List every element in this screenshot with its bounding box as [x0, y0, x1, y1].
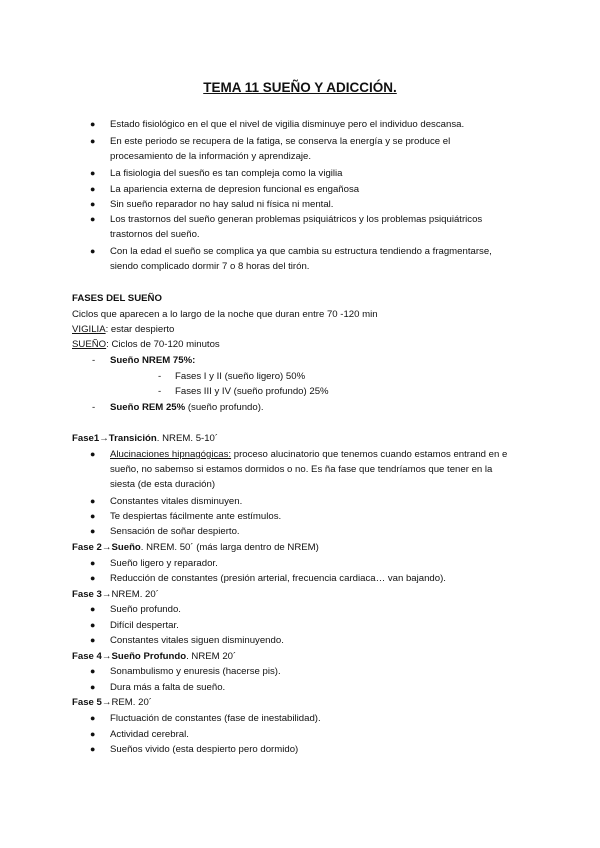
- bullet-icon: ●: [90, 558, 96, 568]
- page-title: TEMA 11 SUEÑO Y ADICCIÓN.: [203, 80, 397, 95]
- intro-text: Estado fisiológico en el que el nivel de vigilia disminuye pero el individuo descansa.: [110, 119, 465, 130]
- fase2-text: Reducción de constantes (presión arterial, frecuencia cardiaca… van bajando).: [110, 573, 446, 584]
- intro-text: procesamiento de la información y aprendizaje.: [110, 151, 312, 162]
- fase3-text: Constantes vitales siguen disminuyendo.: [110, 635, 284, 646]
- fase1-heading: Fase1→Transición. NREM. 5-10´: [72, 433, 219, 444]
- bullet-icon: ●: [90, 526, 96, 536]
- bullet-icon: ●: [90, 666, 96, 676]
- fase2-text: Sueño ligero y reparador.: [110, 558, 218, 569]
- dash-icon: -: [92, 355, 96, 366]
- intro-text: Con la edad el sueño se complica ya que cambia su estructura tendiendo a fragmentarse,: [110, 246, 492, 257]
- bullet-icon: ●: [90, 496, 96, 506]
- bullet-icon: ●: [90, 136, 96, 146]
- bullet-icon: ●: [90, 168, 96, 178]
- bullet-icon: ●: [90, 184, 96, 194]
- intro-text: Sin sueño reparador no hay salud ni física ni mental.: [110, 199, 334, 210]
- dash-icon: -: [92, 402, 96, 413]
- bullet-icon: ●: [90, 573, 96, 583]
- fase1-text: Alucinaciones hipnagógicas: proceso alucinatorio que tenemos cuando estamos entrand en e: [110, 449, 508, 460]
- fase3-text: Difícil despertar.: [110, 620, 179, 631]
- nrem-sub: Fases III y IV (sueño profundo) 25%: [175, 386, 329, 397]
- bullet-icon: ●: [90, 729, 96, 739]
- fase1-text: Te despiertas fácilmente ante estímulos.: [110, 511, 282, 522]
- intro-text: trastornos del sueño.: [110, 229, 200, 240]
- nrem-label: Sueño NREM 75%:: [110, 355, 196, 366]
- bullet-icon: ●: [90, 713, 96, 723]
- fase4-text: Dura más a falta de sueño.: [110, 682, 226, 693]
- bullet-icon: ●: [90, 744, 96, 754]
- intro-text: La fisiologia del suesño es tan compleja como la vigilia: [110, 168, 343, 179]
- bullet-icon: ●: [90, 620, 96, 630]
- section-heading: FASES DEL SUEÑO: [72, 293, 162, 304]
- bullet-icon: ●: [90, 449, 96, 459]
- intro-text: En este periodo se recupera de la fatiga, se conserva la energía y se produce el: [110, 136, 451, 147]
- fase5-heading: Fase 5→REM. 20´: [72, 697, 152, 708]
- bullet-icon: ●: [90, 635, 96, 645]
- ciclos-text: Ciclos que aparecen a lo largo de la noche que duran entre 70 -120 min: [72, 309, 378, 320]
- bullet-icon: ●: [90, 214, 96, 224]
- fase4-text: Sonambulismo y enuresis (hacerse pis).: [110, 666, 281, 677]
- rem-line: Sueño REM 25% (sueño profundo).: [110, 402, 264, 413]
- dash-icon: -: [158, 386, 162, 397]
- fase1-text: Constantes vitales disminuyen.: [110, 496, 243, 507]
- fase1-text: Sensación de soñar despierto.: [110, 526, 240, 537]
- intro-text: siendo complicado dormir 7 o 8 horas del tirón.: [110, 261, 310, 272]
- bullet-icon: ●: [90, 682, 96, 692]
- bullet-icon: ●: [90, 119, 96, 129]
- fase1-text: siesta (de esta duración): [110, 479, 216, 490]
- bullet-icon: ●: [90, 199, 96, 209]
- vigilia-line: VIGILIA: estar despierto: [72, 324, 175, 335]
- fase5-text: Actividad cerebral.: [110, 729, 189, 740]
- bullet-icon: ●: [90, 511, 96, 521]
- bullet-icon: ●: [90, 604, 96, 614]
- fase3-text: Sueño profundo.: [110, 604, 181, 615]
- fase3-heading: Fase 3→NREM. 20´: [72, 589, 159, 600]
- sueno-line: SUEÑO: Ciclos de 70-120 minutos: [72, 339, 220, 350]
- fase1-text: sueño, no sabemso si estamos dormidos o no. Es ña fase que tendríamos que tener en la: [110, 464, 493, 475]
- intro-text: Los trastornos del sueño generan problemas psiquiátricos y los problemas psiquiátricos: [110, 214, 483, 225]
- bullet-icon: ●: [90, 246, 96, 256]
- intro-text: La apariencia externa de depresion funcional es engañosa: [110, 184, 360, 195]
- fase5-text: Fluctuación de constantes (fase de inestabilidad).: [110, 713, 321, 724]
- fase2-heading: Fase 2→Sueño. NREM. 50´ (más larga dentro de NREM): [72, 542, 319, 553]
- fase5-text: Sueños vivido (esta despierto pero dormido): [110, 744, 299, 755]
- fase4-heading: Fase 4→Sueño Profundo. NREM 20´: [72, 651, 237, 662]
- nrem-sub: Fases I y II (sueño ligero) 50%: [175, 371, 306, 382]
- dash-icon: -: [158, 371, 162, 382]
